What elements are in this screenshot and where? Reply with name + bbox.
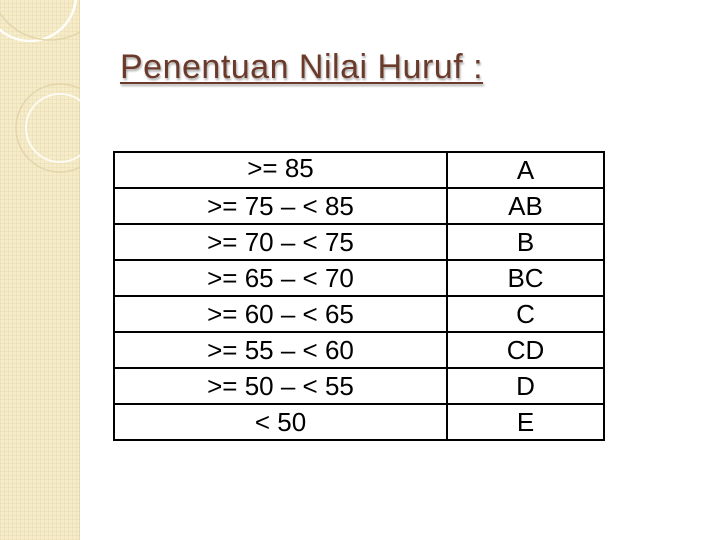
table-row xyxy=(114,188,604,224)
letter-grade-cell: B xyxy=(447,224,604,260)
letter-grade-cell: AB xyxy=(447,188,604,224)
table-row xyxy=(114,368,604,404)
score-range-cell: >= 75 – < 85 xyxy=(114,188,447,224)
table-row xyxy=(114,152,604,188)
table-row xyxy=(114,224,604,260)
table-row xyxy=(114,332,604,368)
decorative-circles-graphic xyxy=(0,0,80,200)
table-row xyxy=(114,260,604,296)
letter-grade-cell: BC xyxy=(447,260,604,296)
letter-grade-cell: A xyxy=(447,152,604,188)
score-range-cell: >= 60 – < 65 xyxy=(114,296,447,332)
grade-table xyxy=(113,151,605,441)
score-range-cell: >= 50 – < 55 xyxy=(114,368,447,404)
score-range-text: < 50 xyxy=(254,407,307,437)
table-row xyxy=(114,404,604,440)
table-row xyxy=(114,296,604,332)
score-range-cell: >= 70 – < 75 xyxy=(114,224,447,260)
score-range-text: >= 85 xyxy=(247,153,314,183)
letter-grade-cell: CD xyxy=(447,332,604,368)
score-range-cell xyxy=(114,152,447,188)
decorative-side-panel xyxy=(0,0,80,540)
score-range-cell: >= 65 – < 70 xyxy=(114,260,447,296)
slide-title: Penentuan Nilai Huruf : xyxy=(120,48,484,86)
letter-grade-cell: E xyxy=(447,404,604,440)
letter-grade-cell: D xyxy=(447,368,604,404)
letter-grade-cell: C xyxy=(447,296,604,332)
score-range-cell xyxy=(114,404,447,440)
score-range-cell: >= 55 – < 60 xyxy=(114,332,447,368)
